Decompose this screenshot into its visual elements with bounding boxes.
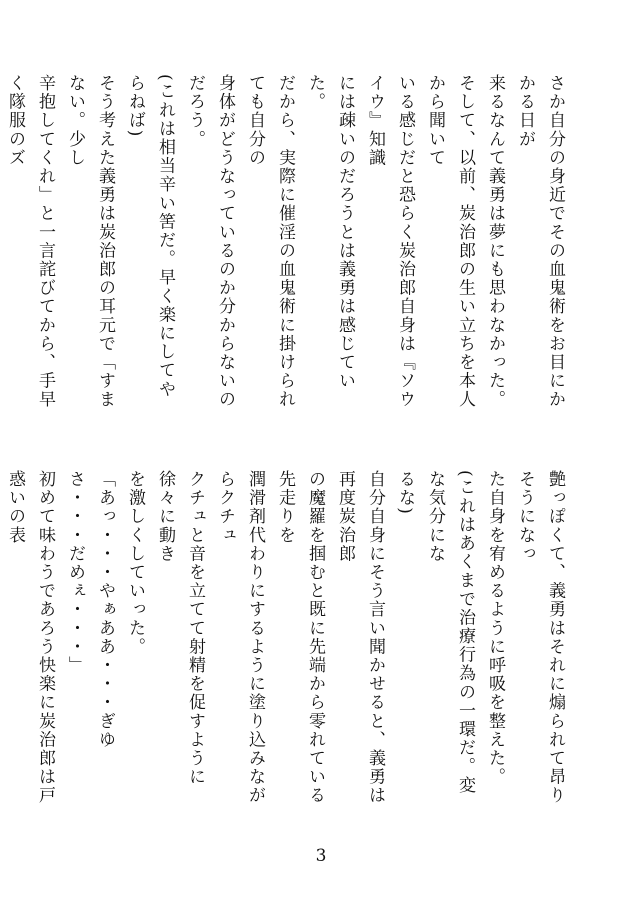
text-line: を激しくしていった。 xyxy=(125,470,145,656)
text-line: 自分自身にそう言い聞かせると、義勇は再度炭治郎 xyxy=(335,470,385,805)
page-number: 3 xyxy=(315,846,327,866)
text-line: そして、以前、炭治郎の生い立ちを本人から聞いて xyxy=(425,74,475,409)
text-line: 初めて味わうであろう快楽に炭治郎は戸惑いの表 xyxy=(5,470,55,805)
text-line: 身体がどうなっているのか分からないのだろう。 xyxy=(185,74,235,409)
text-line: (これはあくまで治療行為の一環だ。変な気分にな xyxy=(425,470,475,795)
text-line: 辛抱してくれ」と一言詫びてから、手早く隊服のズ xyxy=(5,74,55,409)
text-line: 来るなんて義勇は夢にも思わなかった。 xyxy=(485,74,505,409)
text-line: さか自分の身近でその血鬼術をお目にかかる日が xyxy=(515,74,565,409)
text-block-top xyxy=(5,74,570,416)
text-line: クチュと音を立てて射精を促すように徐々に動き xyxy=(155,470,205,787)
text-line: そう考えた義勇は炭治郎の耳元で「すまない。少し xyxy=(65,74,115,409)
text-line: の魔羅を掴むと既に先端から零れている先走りを xyxy=(275,470,325,805)
text-line: 「あっ・・・やぁああ・・・ぎゆさ・・・だめぇ・・・」 xyxy=(65,470,115,749)
text-line: いる感じだと恐らく炭治郎自身は『ソウイウ』知識 xyxy=(365,74,415,409)
text-line: 艶っぽくて、義勇はそれに煽られて昂りそうになっ xyxy=(515,470,565,805)
text-line: るな) xyxy=(395,470,415,516)
text-line: た自身を宥めるように呼吸を整えた。 xyxy=(485,470,505,787)
text-line: だから、実際に催淫の血鬼術に掛けられても自分の xyxy=(245,74,295,409)
text-line: には疎いのだろうとは義勇は感じていた。 xyxy=(305,74,355,391)
text-block-bottom xyxy=(5,470,570,812)
text-line: (これは相当辛い筈だ。早く楽にしてやらねば) xyxy=(125,74,175,399)
text-line: 潤滑剤代わりにするように塗り込みながらクチュ xyxy=(215,470,265,805)
